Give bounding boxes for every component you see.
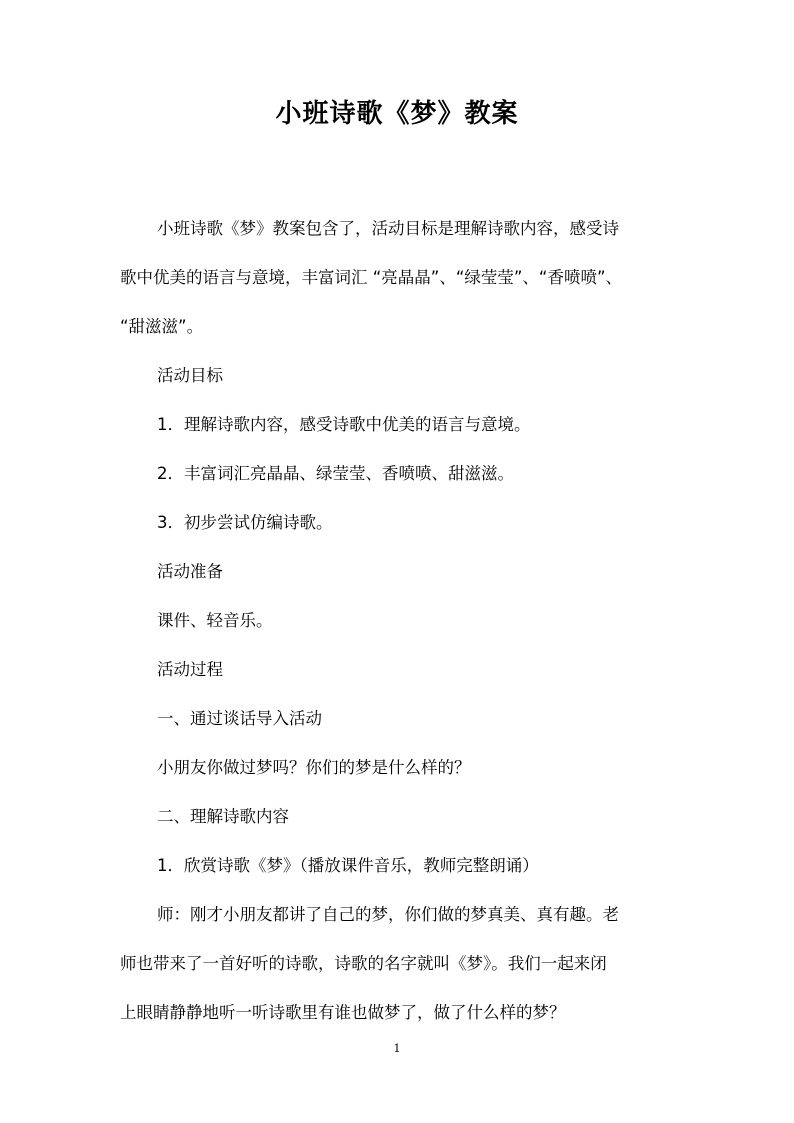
preparation-text: 课件、轻音乐。 [157,611,273,630]
intro-line-3: “甜滋滋”。 [120,317,204,336]
goal-item-2: 2．丰富词汇亮晶晶、绿莹莹、香喷喷、甜滋滋。 [157,464,514,483]
goal-item-3: 3．初步尝试仿编诗歌。 [157,513,333,532]
heading-activity-goals: 活动目标 [157,366,223,385]
document-title: 小班诗歌《梦》教案 [275,99,519,129]
process-step-1-text: 小朋友你做过梦吗？你们的梦是什么样的？ [157,758,471,777]
intro-line-2: 歌中优美的语言与意境，丰富词汇 “亮晶晶”、“绿莹莹”、“香喷喷”、 [120,268,623,287]
process-step-2-heading: 二、理解诗歌内容 [157,807,289,826]
intro-line-1: 小班诗歌《梦》教案包含了，活动目标是理解诗歌内容，感受诗 [157,219,619,238]
teacher-line-2: 师也带来了一首好听的诗歌，诗歌的名字就叫《梦》。我们一起来闭 [120,954,607,973]
document-body [120,204,680,1037]
heading-activity-process: 活动过程 [157,660,223,679]
heading-activity-preparation: 活动准备 [157,562,223,581]
process-step-1-heading: 一、通过谈话导入活动 [157,709,322,728]
teacher-line-3: 上眼睛静静地听一听诗歌里有谁也做梦了，做了什么样的梦？ [120,1003,566,1022]
goal-item-1: 1．理解诗歌内容，感受诗歌中优美的语言与意境。 [157,415,531,434]
page-number: 1 [393,1042,401,1055]
teacher-line-1: 师：刚才小朋友都讲了自己的梦，你们做的梦真美、真有趣。老 [157,905,619,924]
process-step-2-item-1: 1．欣赏诗歌《梦》（播放课件音乐，教师完整朗诵） [157,856,539,875]
